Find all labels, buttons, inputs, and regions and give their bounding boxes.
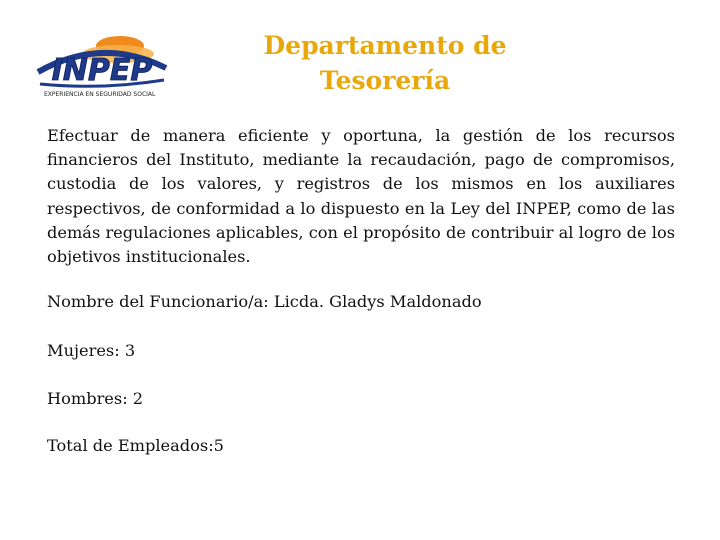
title-line-1: Departamento de: [263, 31, 507, 60]
inpep-logo: [32, 28, 172, 102]
total-empleados-field: Total de Empleados:5: [47, 436, 224, 455]
funcionario-field: Nombre del Funcionario/a: Licda. Gladys Maldonado: [47, 292, 482, 311]
title-line-2: Tesorería: [319, 66, 451, 95]
logo-text: INPEP: [51, 53, 153, 88]
mujeres-field: Mujeres: 3: [47, 341, 136, 360]
logo-tagline: EXPERIENCIA EN SEGURIDAD SOCIAL: [44, 91, 156, 98]
hombres-field: Hombres: 2: [47, 389, 144, 408]
page-title: [240, 28, 530, 98]
department-description: Efectuar de manera eficiente y oportuna, la gestión de los recursos financieros del Instituto, mediante la recaudación, pago de compromisos, custodia de los valores, y registros de los mismos en los auxiliares respectivos, de conformidad a lo dispuesto en la Ley del INPEP, como de las demás regulaciones aplicables, con el propósito de contribuir al logro de los objetivos institucionales.: [47, 126, 675, 267]
